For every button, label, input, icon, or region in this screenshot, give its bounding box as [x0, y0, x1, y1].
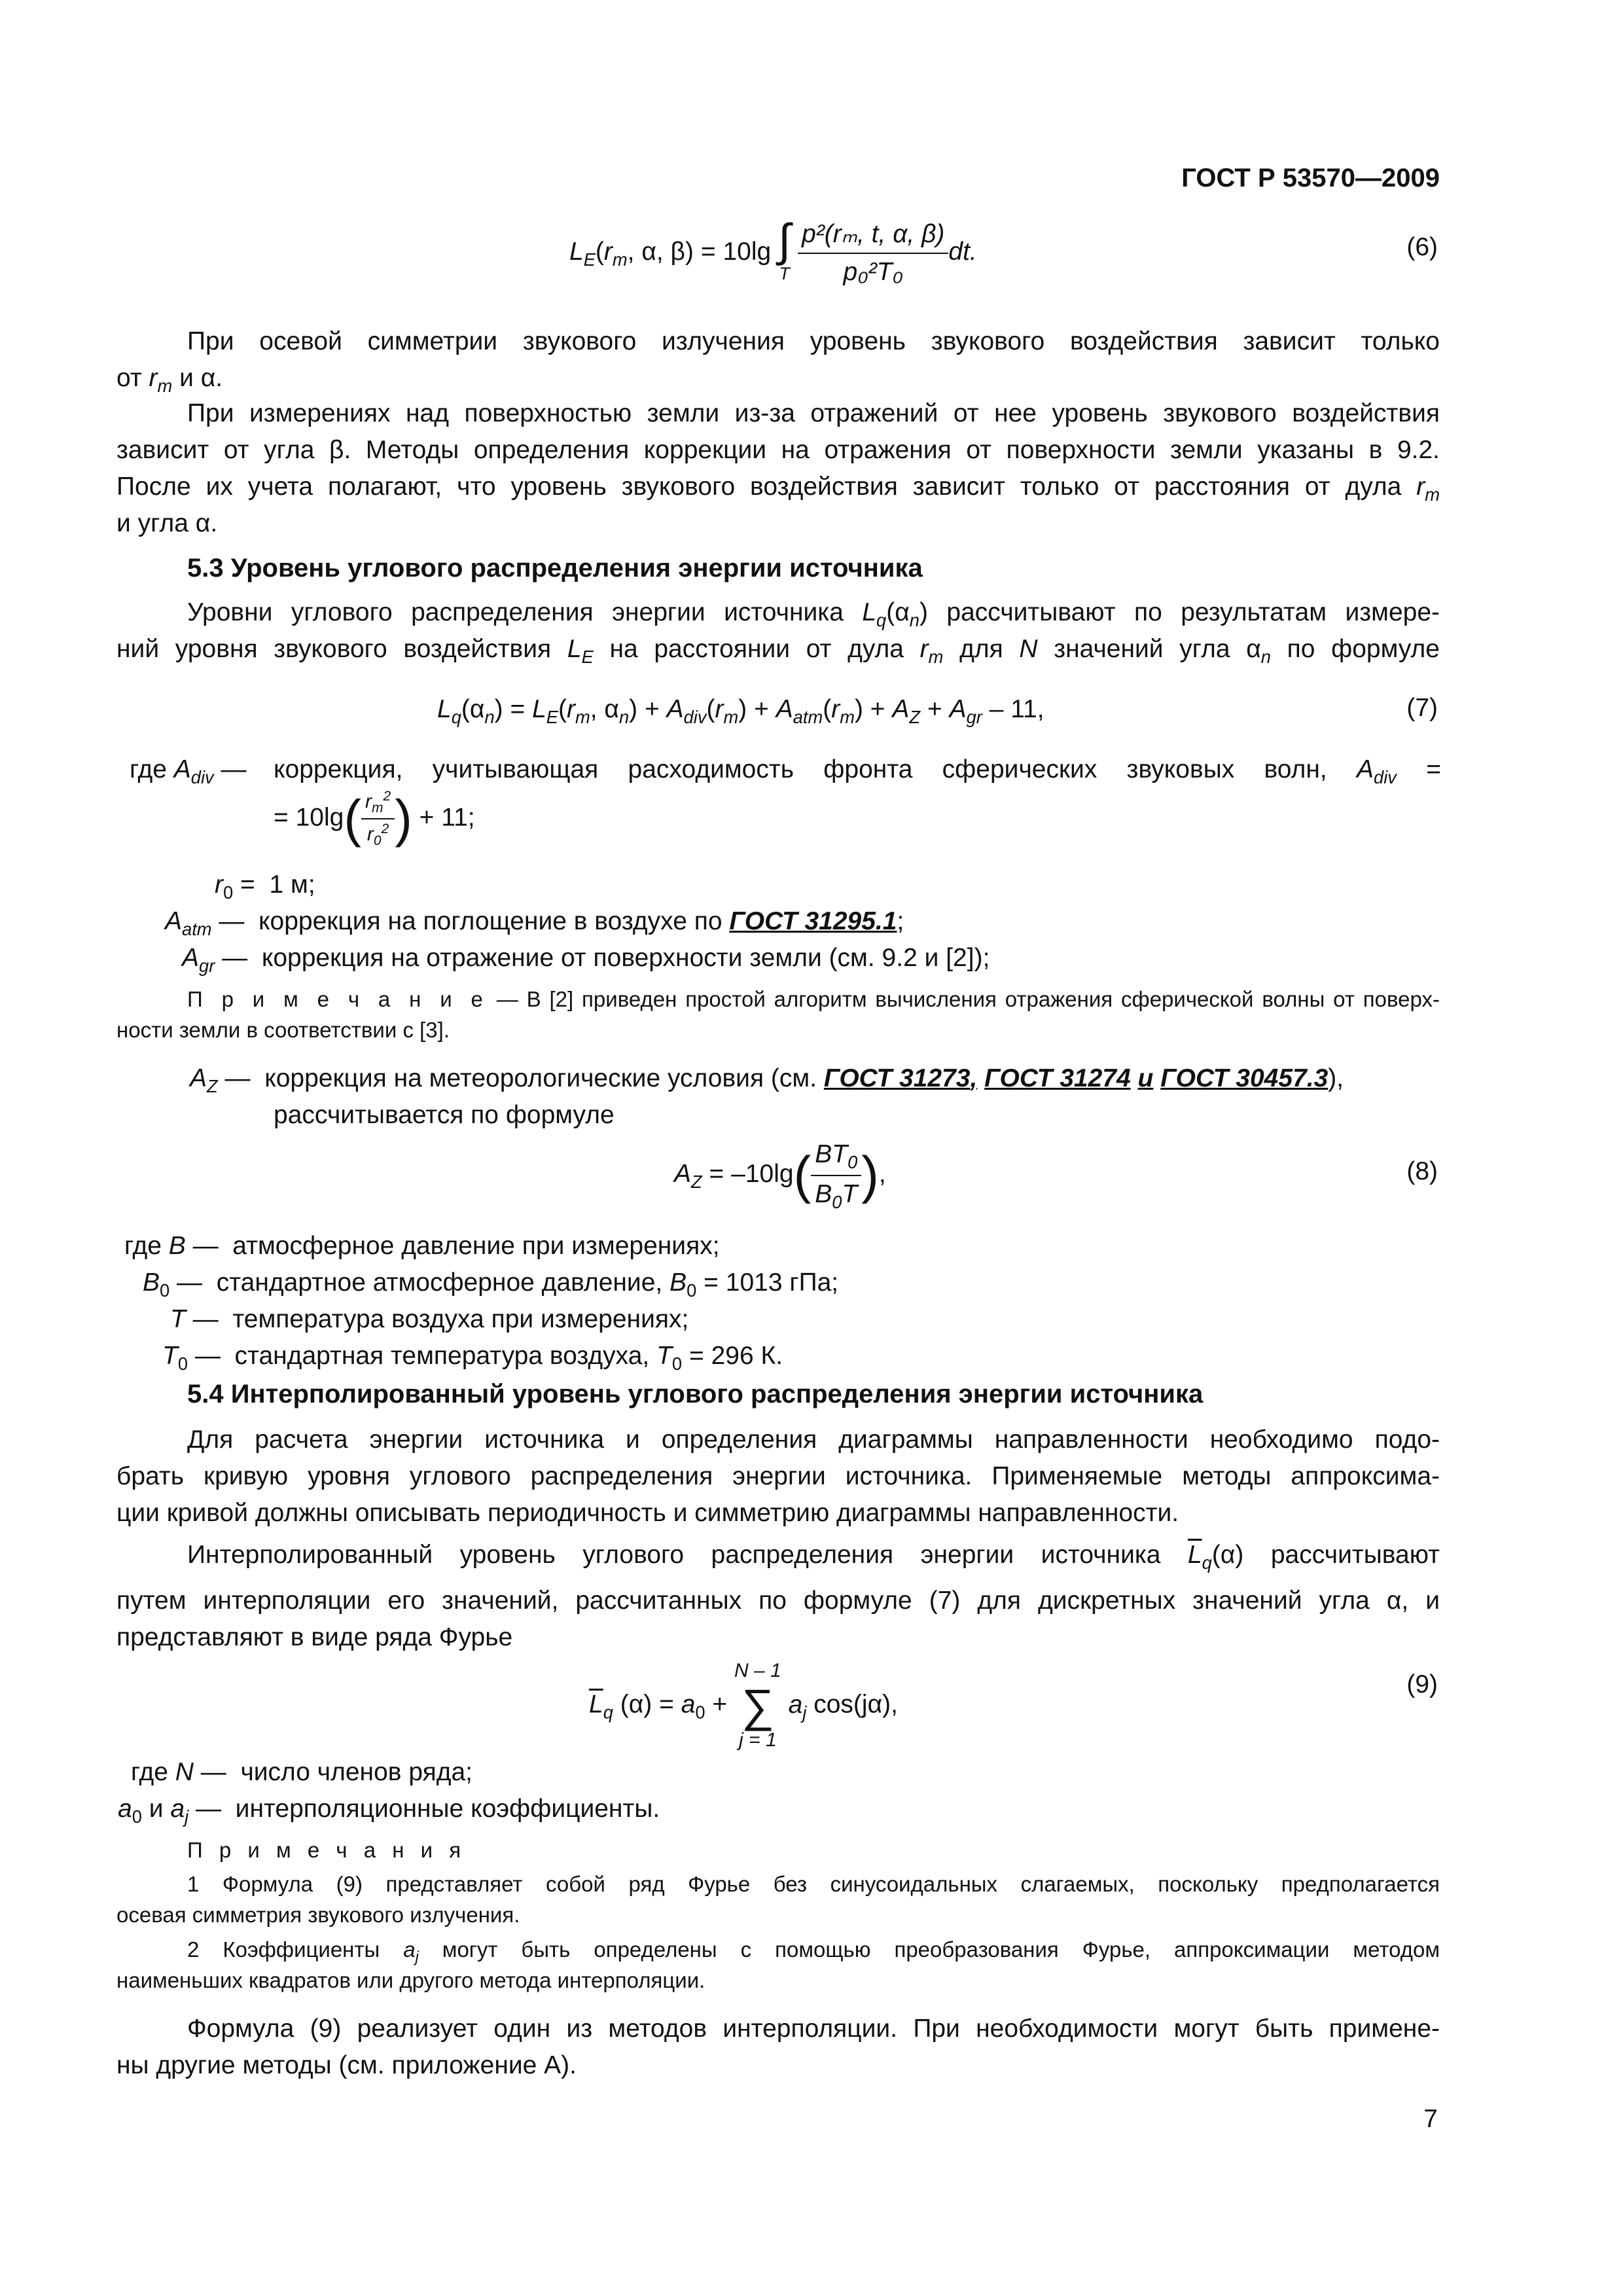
link-gost-30457-3[interactable]: ГОСТ 30457.3 — [1160, 1064, 1329, 1092]
def-aj: $a_0$ и $a_j$ — интерполяционные коэффициенты. — [118, 1795, 660, 1827]
note-2-l2: наименьших квадратов или другого метода интерполяции. — [116, 1968, 705, 1992]
def-az: $A_Z$ — коррекция на метеорологические условия (см. ГОСТ 31273, ГОСТ 31274 и ГОСТ 30457.3), — [190, 1064, 1344, 1096]
note-1-l2: осевая симметрия звукового излучения. — [116, 1903, 520, 1927]
equation-9-number: (9) — [1406, 1670, 1438, 1698]
eq6-fraction: $\frac{\text{p²(rₘ, t, α, β)}}{\text{p₀²T₀}}$ — [798, 216, 948, 291]
equation-7: $L_q(\alpha_n) = L_E(r_m$, $\alpha_n) + A_{div}(r_m) + A_{atm}(r_m) + A_Z + A_{gr} - 11$, — [437, 695, 1044, 727]
section-5-3-title: 5.3 Уровень углового распределения энергии источника — [187, 554, 923, 583]
def-adiv-label: где $A_{div}$ — — [130, 755, 247, 787]
paragraph-5-4-l3: ции кривой должны описывать периодичность и симметрию диаграммы направленности. — [116, 1499, 1179, 1527]
note-reflection-l1: П р и м е ч а н и е — В [2] приведен простой алгоритм вычисления отражения сферической волны от поверх- — [187, 987, 1440, 1011]
paragraph-ground-l3: После их учета полагают, что уровень звукового воздействия зависит только от расстояния от дула $r_m$ — [116, 473, 1440, 505]
note-1-l1: 1 Формула (9) представляет собой ряд Фурье без синусоидальных слагаемых, поскольку предполагается — [187, 1872, 1440, 1896]
note-reflection-l2: ности земли в соответствии с [3]. — [116, 1018, 450, 1042]
note-2-l1: 2 Коэффициенты $a_j$ могут быть определены с помощью преобразования Фурье, аппроксимации методом — [187, 1937, 1440, 1965]
def-adiv-text: коррекция, учитывающая расходимость фронта сферических звуковых волн, $A_{div}$ = — [274, 755, 1441, 787]
def-b: где B — атмосферное давление при измерениях; — [124, 1232, 720, 1260]
link-gost-31274[interactable]: ГОСТ 31274 — [984, 1064, 1131, 1092]
paragraph-interp-l3: представляют в виде ряда Фурье — [116, 1623, 513, 1651]
integral-symbol: ∫ T — [778, 214, 791, 283]
paragraph-5-3-l2: ний уровня звукового воздействия $L_E$ на расстоянии от дула $r_m$ для N значений угла $\alpha_n$ по формуле — [116, 635, 1440, 667]
def-r0: $r_0 = 1$ м; — [215, 870, 315, 903]
def-agr: $A_{gr}$ — коррекция на отражение от поверхности земли (см. 9.2 и [2]); — [182, 944, 990, 976]
paragraph-ground-l2: зависит от угла β. Методы определения коррекции на отражения от поверхности земли указаны в 9.2. — [116, 436, 1440, 464]
def-aatm: $A_{atm}$ — коррекция на поглощение в воздухе по ГОСТ 31295.1; — [165, 907, 904, 939]
paragraph-axial-symmetry: При осевой симметрии звукового излучения уровень звукового воздействия зависит только — [187, 327, 1440, 355]
def-t0: $T_0$ — стандартная температура воздуха, $T_0 = 296$ К. — [162, 1342, 783, 1374]
equation-6-number: (6) — [1406, 233, 1438, 261]
eq6-lhs: = 10lg — [700, 238, 772, 266]
def-n: где N — число членов ряда; — [131, 1758, 473, 1786]
paragraph-5-4-l1: Для расчета энергии источника и определения диаграммы направленности необходимо подо- — [187, 1426, 1440, 1454]
def-az-line2: рассчитывается по формуле — [274, 1101, 615, 1129]
document-header: ГОСТ Р 53570—2009 — [1181, 164, 1440, 192]
paragraph-final-l1: Формула (9) реализует один из методов интерполяции. При необходимости могут быть примене- — [187, 2015, 1440, 2043]
eq6-tail: dt. — [948, 238, 977, 266]
equation-8-number: (8) — [1406, 1157, 1438, 1185]
notes-label: П р и м е ч а н и я — [187, 1838, 467, 1862]
equation-9: $\overline{L}_q$ $(\alpha) = a_0$ + N – 1 ∑ j = 1 $a_j$ cos(jα), — [589, 1657, 898, 1755]
paragraph-interp-l1: Интерполированный уровень углового распределения энергии источника $\overline{L}_q(\alpha)$ рассчитывают — [187, 1541, 1440, 1573]
def-t: T — температура воздуха при измерениях; — [170, 1305, 689, 1333]
link-gost-31273[interactable]: ГОСТ 31273 — [823, 1064, 971, 1092]
link-gost-31295-1[interactable]: ГОСТ 31295.1 — [729, 907, 897, 935]
paragraph-ground-l4: и угла α. — [116, 509, 218, 537]
paragraph-5-3-l1: Уровни углового распределения энергии источника $L_q(\alpha_n)$ рассчитывают по результатам измере- — [187, 598, 1440, 630]
paragraph-axial-symmetry-end: от $r_m$ и α. — [116, 364, 223, 396]
equation-6: $L_E(r_m$, α, β) = 10lg ∫ T $\frac{\text{p²(rₘ, t, α, β)}}{\text{p₀²T₀}}$ dt. — [569, 216, 977, 291]
page-number: 7 — [1423, 2105, 1438, 2133]
section-5-4-title: 5.4 Интерполированный уровень углового распределения энергии источника — [187, 1380, 1204, 1408]
paragraph-ground-l1: При измерениях над поверхностью земли из-за отражений от нее уровень звукового воздействия — [187, 399, 1440, 427]
equation-7-number: (7) — [1406, 694, 1438, 722]
equation-8: $A_Z = -10\lg$( $\frac{BT_0}{B_0T}$ ), — [674, 1136, 886, 1215]
def-adiv-formula: = 10lg( $\frac{r_m^2}{r_0^2}$ ) + 11; — [274, 781, 475, 856]
sum-symbol: N – 1 ∑ j = 1 — [734, 1660, 781, 1751]
paragraph-final-l2: ны другие методы (см. приложение А). — [116, 2051, 577, 2079]
def-b0: $B_0$ — стандартное атмосферное давление, $B_0 = 1013$ гПа; — [143, 1268, 839, 1300]
paragraph-5-4-l2: брать кривую уровня углового распределения энергии источника. Применяемые методы аппроксима- — [116, 1462, 1440, 1490]
paragraph-interp-l2: путем интерполяции его значений, рассчитанных по формуле (7) для дискретных значений угла α, и — [116, 1587, 1440, 1615]
